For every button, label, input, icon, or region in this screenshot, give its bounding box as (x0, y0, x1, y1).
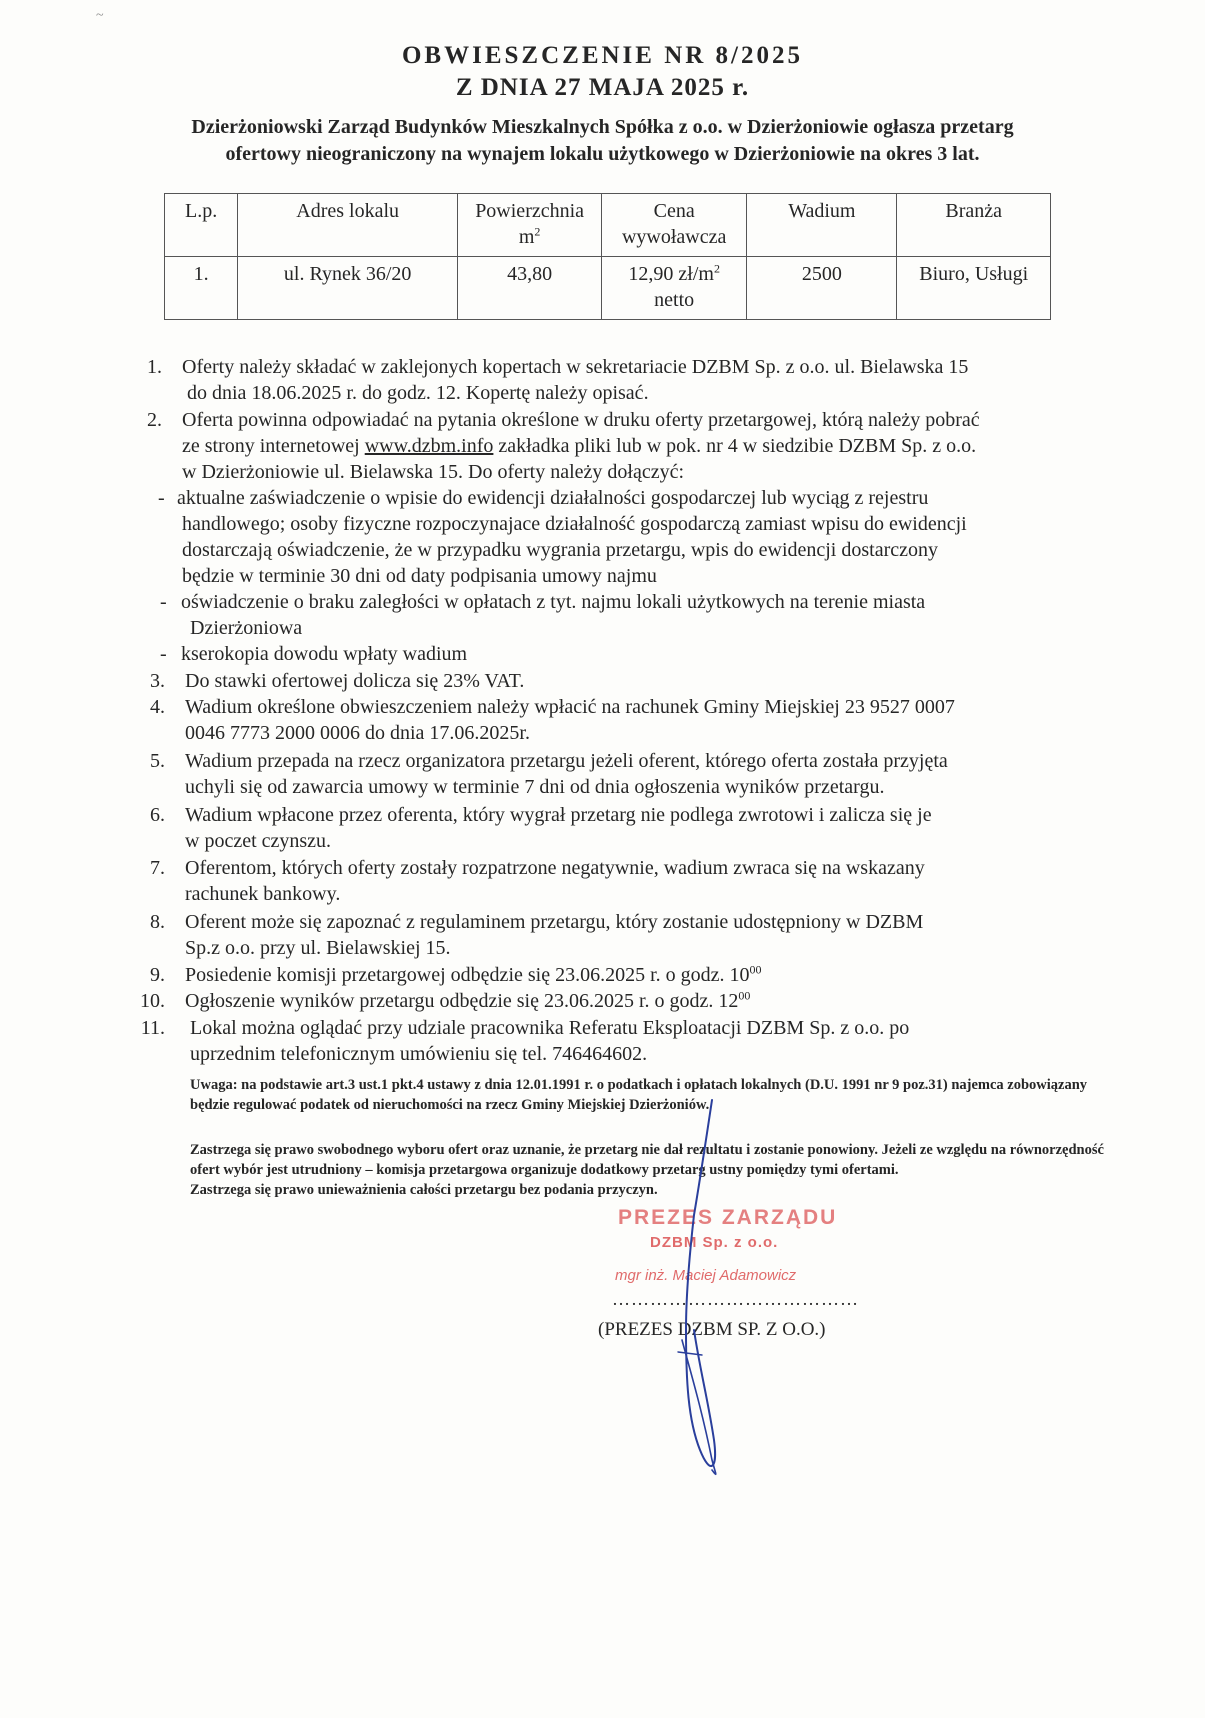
attachment-1-line-4: będzie w terminie 30 dni od daty podpisania umowy najmu (182, 565, 657, 587)
cell-address: ul. Rynek 36/20 (238, 257, 458, 320)
superscript: 2 (713, 261, 720, 276)
dash-bullet: - (160, 591, 167, 613)
attachment-1-line-1: aktualne zaświadczenie o wpisie do ewidencji działalności gospodarczej lub wyciąg z rejestru (177, 487, 929, 509)
attachment-2-line-2: Dzierżoniowa (190, 617, 303, 639)
intro-line-1: Dzierżoniowski Zarząd Budynków Mieszkalnych Spółka z o.o. w Dzierżoniowie ogłasza przetarg (191, 116, 1014, 138)
attachment-2-line-1: oświadczenie o braku zaległości w opłatach z tyt. najmu lokali użytkowych na terenie miasta (181, 591, 926, 613)
item-number: 11. (140, 1017, 165, 1039)
signature-role: (PREZES DZBM SP. Z O.O.) (598, 1319, 826, 1340)
item-11-line-1: Lokal można oglądać przy udziale pracownika Referatu Eksploatacji DZBM Sp. z o.o. po (190, 1017, 910, 1039)
reservation-note-1: Zastrzega się prawo swobodnego wyboru ofert oraz uznanie, że przetarg nie dał rezultatu i zostanie ponowiony. Jeżeli ze względu na równorzędność ofert wybór jest utrudniony – komisja przetargowa organizuje dodatkowy przetarg ustny pomiędzy tymi ofertami. (190, 1142, 1104, 1178)
document-date: Z DNIA 27 MAJA 2025 r. (455, 74, 750, 101)
item-number: 4. (150, 696, 165, 718)
item-number: 9. (150, 964, 165, 986)
item-10-text: Ogłoszenie wyników przetargu odbędzie się 23.06.2025 r. o godz. 12 (185, 990, 739, 1012)
item-5-line-2: uchyli się od zawarcia umowy w terminie 7 dni od dnia ogłoszenia wyników przetargu. (185, 776, 885, 798)
document-title: OBWIESZCZENIE NR 8/2025 (401, 42, 804, 69)
signature-stroke (682, 1340, 716, 1474)
dash-bullet: - (158, 487, 165, 509)
stamp-name: mgr inż. Maciej Adamowicz (615, 1267, 797, 1284)
attachment-1-line-3: dostarczają oświadczenie, że w przypadku wygrania przetargu, wpis do ewidencji dostarczony (182, 539, 938, 561)
col-address: Adres lokalu (238, 194, 458, 257)
item-number: 3. (150, 670, 165, 692)
item-6-line-1: Wadium wpłacone przez oferenta, który wygrał przetarg nie podlega zwrotowi i zalicza się je (185, 804, 932, 826)
superscript: 00 (749, 962, 762, 977)
item-2-text: zakładka pliki lub w pok. nr 4 w siedzibie DZBM Sp. z o.o. (493, 435, 977, 457)
col-area-unit: m (518, 226, 535, 248)
item-number: 2. (147, 409, 162, 431)
cell-area: 43,80 (458, 257, 602, 320)
item-number: 5. (150, 750, 165, 772)
attachment-3-line-1: kserokopia dowodu wpłaty wadium (181, 643, 468, 665)
cell-price-net: netto (654, 289, 695, 311)
item-5-line-1: Wadium przepada na rzecz organizatora przetargu jeżeli oferent, którego oferta została przyjęta (185, 750, 948, 772)
dash-bullet: - (160, 643, 167, 665)
item-9-text: Posiedenie komisji przetargowej odbędzie się 23.06.2025 r. o godz. 10 (185, 964, 750, 986)
website-link[interactable]: www.dzbm.info (364, 435, 494, 457)
item-7-line-1: Oferentom, których oferty zostały rozpatrzone negatywnie, wadium zwraca się na wskazany (185, 857, 925, 879)
item-11-line-2: uprzednim telefonicznym umówieniu się tel. 746464602. (190, 1043, 648, 1065)
col-price-line2: wywoławcza (621, 226, 727, 248)
item-2-line-3: w Dzierżoniowie ul. Bielawska 15. Do oferty należy dołączyć: (182, 461, 685, 483)
signature-line: ………………………………… (612, 1289, 859, 1309)
scan-mark: ~ (96, 8, 104, 23)
item-2-line-2 (182, 433, 976, 459)
stamp-company: DZBM Sp. z o.o. (650, 1234, 779, 1251)
item-2-text: ze strony internetowej (182, 435, 365, 457)
item-6-line-2: w poczet czynszu. (185, 830, 332, 852)
item-number: 8. (150, 911, 165, 933)
cell-deposit: 2500 (747, 257, 897, 320)
intro-line-2: ofertowy nieograniczony na wynajem lokalu użytkowego w Dzierżoniowie na okres 3 lat. (225, 143, 980, 165)
tax-note: Uwaga: na podstawie art.3 ust.1 pkt.4 ustawy z dnia 12.01.1991 r. o podatkach i opłatach lokalnych (D.U. 1991 nr 9 poz.31) najemca zobowiązany będzie regulować podatek od nieruchomości na rzecz Gminy Miejskiej Dzierżoniów. (190, 1077, 1088, 1113)
cell-lp: 1. (165, 257, 238, 320)
reservation-notes (190, 1140, 1110, 1200)
signature-stroke (678, 1352, 702, 1355)
item-number: 1. (147, 356, 162, 378)
col-price-line1: Cena (653, 200, 695, 222)
col-lp: L.p. (165, 194, 238, 257)
item-number: 7. (150, 857, 165, 879)
item-9-line-1 (185, 962, 762, 988)
cell-price-value: 12,90 zł/m (628, 263, 714, 285)
item-number: 10. (140, 990, 165, 1012)
cell-branch: Biuro, Usługi (897, 257, 1051, 320)
item-8-line-1: Oferent może się zapoznać z regulaminem przetargu, który zostanie udostępniony w DZBM (185, 911, 924, 933)
superscript: 2 (534, 224, 541, 239)
col-area-label: Powierzchnia (475, 200, 585, 222)
item-8-line-2: Sp.z o.o. przy ul. Bielawskiej 15. (185, 937, 451, 959)
item-1-line-2: do dnia 18.06.2025 r. do godz. 12. Kopertę należy opisać. (187, 382, 649, 404)
superscript: 00 (738, 988, 751, 1003)
col-branch: Branża (897, 194, 1051, 257)
item-10-line-1 (185, 988, 750, 1014)
attachment-1-line-2: handlowego; osoby fizyczne rozpoczynajace działalność gospodarczą zamiast wpisu do ewidencji (182, 513, 967, 535)
item-4-line-1: Wadium określone obwieszczeniem należy wpłacić na rachunek Gminy Miejskiej 23 9527 0007 (185, 696, 955, 718)
item-1-line-1: Oferty należy składać w zaklejonych kopertach w sekretariacie DZBM Sp. z o.o. ul. Bielawska 15 (182, 356, 969, 378)
item-number: 6. (150, 804, 165, 826)
reservation-note-2: Zastrzega się prawo unieważnienia całości przetargu bez podania przyczyn. (190, 1182, 658, 1198)
item-4-line-2: 0046 7773 2000 0006 do dnia 17.06.2025r. (185, 722, 530, 744)
stamp-title: PREZES ZARZĄDU (618, 1206, 838, 1229)
item-2-line-1: Oferta powinna odpowiadać na pytania określone w druku oferty przetargowej, którą należy pobrać (182, 409, 980, 431)
col-deposit: Wadium (747, 194, 897, 257)
item-3-line-1: Do stawki ofertowej dolicza się 23% VAT. (185, 670, 525, 692)
item-7-line-2: rachunek bankowy. (185, 883, 341, 905)
